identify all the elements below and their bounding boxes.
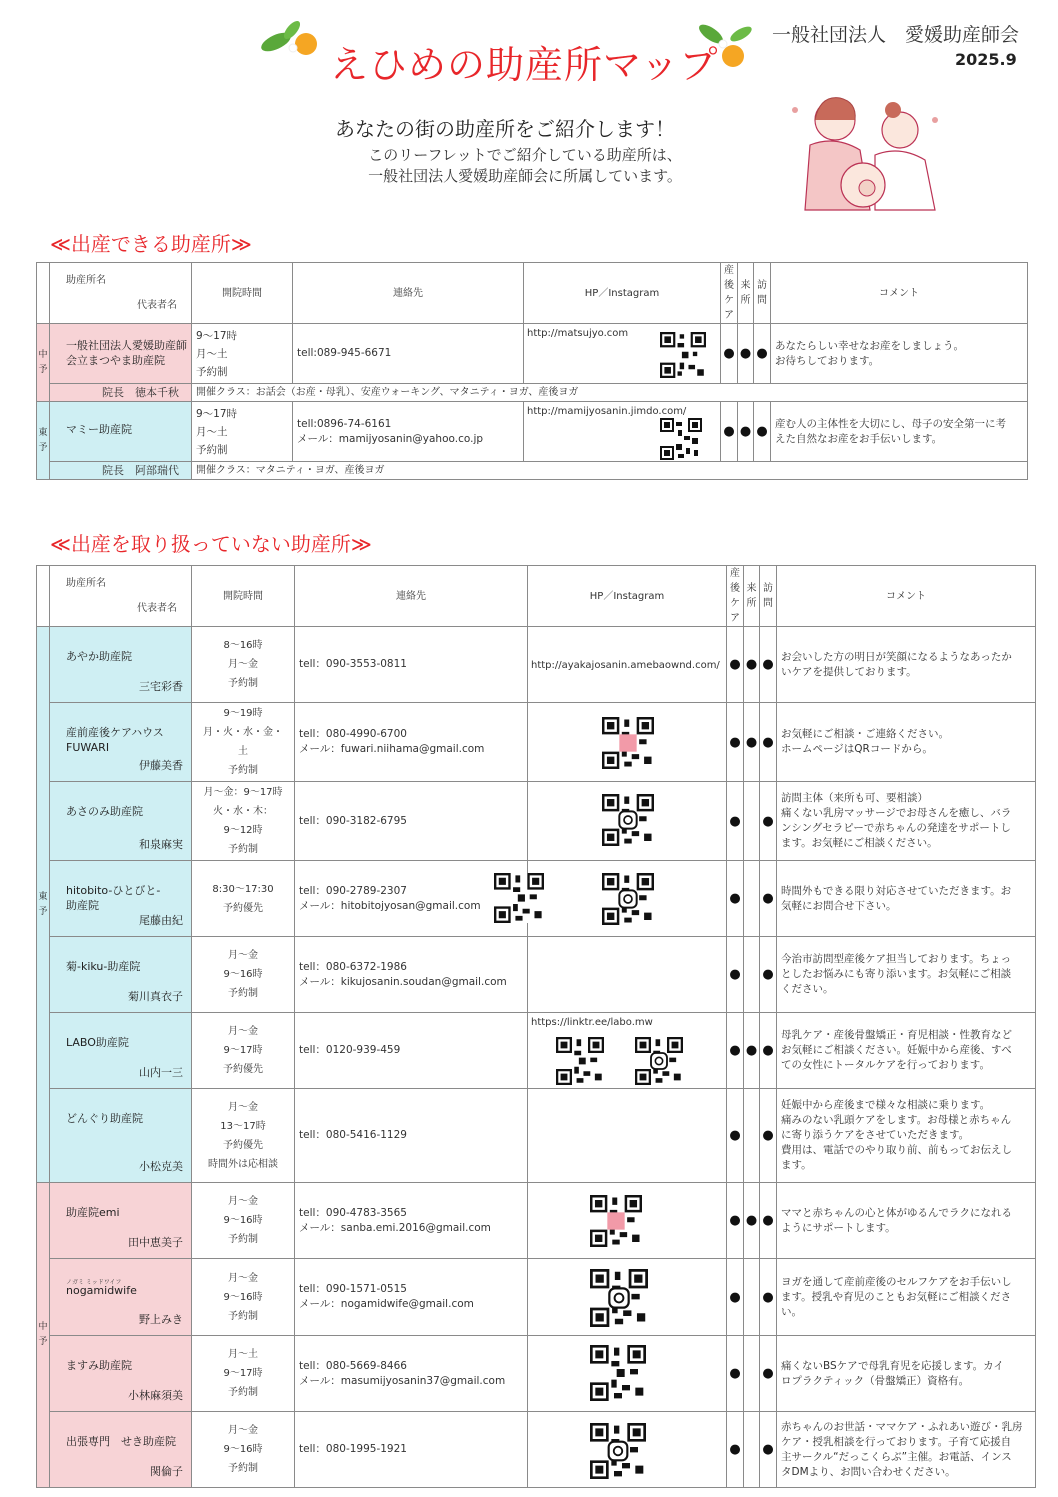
midwife-name: nogamidwife bbox=[66, 1284, 137, 1297]
visit-in-mark bbox=[744, 1259, 760, 1336]
comment: 母乳ケア・産後骨盤矯正・育児相談・性教育など お気軽にご相談ください。妊娠中から産後、すべ ての女性にトータルケアを行っております。 bbox=[777, 1013, 1036, 1089]
contact: tell：080-1995-1921 bbox=[295, 1412, 528, 1488]
visit-out-mark: ● bbox=[760, 627, 777, 703]
visit-in-mark bbox=[744, 1412, 760, 1488]
representative: 小松克美 bbox=[139, 1160, 183, 1173]
visit-in-mark bbox=[744, 782, 760, 861]
hp-cell bbox=[528, 861, 727, 937]
visit-in-mark bbox=[744, 1089, 760, 1183]
hours: 月～金 13～17時 予約優先 時間外は応相談 bbox=[192, 1089, 295, 1183]
table-row bbox=[37, 1336, 1036, 1412]
comment: お気軽にご相談・ご連絡ください。 ホームページはQRコードから。 bbox=[777, 703, 1036, 782]
table-header bbox=[37, 263, 1028, 324]
midwife-name-cell bbox=[50, 937, 192, 1013]
region-label: 東 予 bbox=[37, 627, 50, 1183]
table-row bbox=[37, 703, 1036, 782]
header-comment: コメント bbox=[771, 263, 1028, 324]
comment: 赤ちゃんのお世話・ママケア・ふれあい遊び・乳房 ケア・授乳相談を行っております。子育て応援自 主サークル“だっこくらぶ”主催。お電話、インス タDMより、お問い合わせください。 bbox=[777, 1412, 1036, 1488]
class-row bbox=[37, 462, 1028, 480]
comment: お会いした方の明日が笑顔になるようなあったか いケアを提供しております。 bbox=[777, 627, 1036, 703]
care-mark: ● bbox=[727, 703, 744, 782]
comment: 痛くないBSケアで母乳育児を応援します。カイ ロプラクティック（骨盤矯正）資格有。 bbox=[777, 1336, 1036, 1412]
visit-out-mark: ● bbox=[760, 861, 777, 937]
organization-name: 一般社団法人 愛媛助産師会 bbox=[772, 24, 1020, 46]
visit-out-mark: ● bbox=[760, 703, 777, 782]
visit-in-mark: ● bbox=[744, 627, 760, 703]
hours: 9～19時 月・火・水・金・ 土 予約制 bbox=[192, 703, 295, 782]
header-hours: 開院時間 bbox=[192, 263, 293, 324]
hp-cell bbox=[524, 324, 721, 384]
midwife-name: あさのみ助産院 bbox=[66, 805, 143, 818]
hp-cell bbox=[528, 782, 727, 861]
qr-code-icon[interactable] bbox=[602, 794, 654, 846]
hours: 月～金 9～16時 予約制 bbox=[192, 1412, 295, 1488]
table-row bbox=[37, 782, 1036, 861]
hp-link[interactable]: https://linktr.ee/labo.mw bbox=[531, 1017, 653, 1028]
qr-code-icon[interactable] bbox=[634, 1037, 684, 1085]
hp-cell bbox=[528, 1089, 727, 1183]
contact: tell:089-945-6671 bbox=[293, 324, 524, 384]
hp-cell bbox=[528, 1259, 727, 1336]
contact: tell：0120-939-459 bbox=[295, 1013, 528, 1089]
midwife-name-cell bbox=[50, 1089, 192, 1183]
table-row bbox=[37, 627, 1036, 703]
visit-out-mark: ● bbox=[760, 1013, 777, 1089]
hp-cell bbox=[528, 703, 727, 782]
comment: 今治市訪問型産後ケア担当しております。ちょっ としたお悩みにも寄り添います。お気軽にご相談 ください。 bbox=[777, 937, 1036, 1013]
header-care: 産 後 ケ ア bbox=[727, 566, 744, 627]
care-mark: ● bbox=[727, 782, 744, 861]
visit-out-mark: ● bbox=[760, 1089, 777, 1183]
qr-code-icon[interactable] bbox=[590, 1344, 646, 1402]
visit-in-mark bbox=[744, 1336, 760, 1412]
hp-cell bbox=[528, 1183, 727, 1259]
hours: 9～17時 月～土 予約制 bbox=[192, 324, 293, 384]
classes: 開催クラス：お話会（お産・母乳）、安産ウォーキング、マタニティ・ヨガ、産後ヨガ bbox=[192, 384, 1028, 402]
midwife-name-cell bbox=[50, 1013, 192, 1089]
qr-code-icon[interactable] bbox=[660, 332, 706, 378]
hours: 月～金 9～17時 予約優先 bbox=[192, 1013, 295, 1089]
hp-cell bbox=[528, 1336, 727, 1412]
midwife-name: どんぐり助産院 bbox=[66, 1112, 143, 1125]
midwife-name: マミー助産院 bbox=[66, 423, 132, 436]
birth-midwife-table bbox=[36, 262, 1028, 480]
comment: ヨガを通して産前産後のセルフケアをお手伝いし ます。授乳や育児のこともお気軽にご相談くださ い。 bbox=[777, 1259, 1036, 1336]
qr-code-icon[interactable] bbox=[660, 418, 702, 460]
hours: 月～金：9～17時 火・水・木： 9～12時 予約制 bbox=[192, 782, 295, 861]
table-row bbox=[37, 324, 1028, 384]
qr-code-icon[interactable] bbox=[602, 873, 654, 925]
midwife-name: hitobito-ひとびと- 助産院 bbox=[66, 884, 161, 912]
visit-in-mark: ● bbox=[744, 703, 760, 782]
care-mark: ● bbox=[727, 1412, 744, 1488]
table-row bbox=[37, 1089, 1036, 1183]
comment: 妊娠中から産後まで様々な相談に乗ります。 痛みのない乳頭ケアをします。お母様と赤ちゃん に寄り添うケアをさせていただきます。 費用は、電話でのやり取り前、前もってお伝えし ます。 bbox=[777, 1089, 1036, 1183]
representative: 菊川真衣子 bbox=[128, 990, 183, 1003]
comment: ママと赤ちゃんの心と体がゆるんでラクになれる ようにサポートします。 bbox=[777, 1183, 1036, 1259]
representative: 院長 阿部瑞代 bbox=[102, 464, 179, 477]
visit-out-mark: ● bbox=[760, 1336, 777, 1412]
region-label: 東 予 bbox=[37, 402, 50, 480]
care-mark: ● bbox=[727, 627, 744, 703]
hp-link[interactable]: http://mamijyosanin.jimdo.com/ bbox=[527, 406, 687, 417]
representative: 尾藤由紀 bbox=[139, 914, 183, 927]
visit-out-mark: ● bbox=[760, 782, 777, 861]
header-care: 産 後 ケ ア bbox=[721, 263, 738, 324]
midwife-name: 産前産後ケアハウス FUWARI bbox=[66, 726, 164, 754]
header-visit-in: 来 所 bbox=[744, 566, 760, 627]
intro-heading: あなたの街の助産所をご紹介します！ bbox=[335, 117, 675, 141]
representative: 山内一三 bbox=[139, 1066, 183, 1079]
classes: 開催クラス：マタニティ・ヨガ、産後ヨガ bbox=[192, 462, 1028, 480]
care-mark: ● bbox=[721, 402, 738, 462]
table-row bbox=[37, 1259, 1036, 1336]
visit-in-mark: ● bbox=[738, 402, 754, 462]
contact: tell：090-2789-2307 メール：hitobitojyosan@gmail.com bbox=[295, 861, 528, 937]
intro-text: このリーフレットでご紹介している助産所は、 一般社団法人愛媛助産師会に所属しています。 bbox=[368, 146, 682, 185]
hp-cell bbox=[524, 402, 721, 462]
hours: 月～土 9～17時 予約制 bbox=[192, 1336, 295, 1412]
hours: 月～金 9～16時 予約制 bbox=[192, 1183, 295, 1259]
table-row bbox=[37, 861, 1036, 937]
care-mark: ● bbox=[721, 324, 738, 384]
contact: tell:0896-74-6161 メール：mamijyosanin@yahoo.co.jp bbox=[293, 402, 524, 462]
contact: tell：080-6372-1986 メール：kikujosanin.soudan@gmail.com bbox=[295, 937, 528, 1013]
midwife-name: ますみ助産院 bbox=[66, 1359, 132, 1372]
midwife-name-cell bbox=[50, 402, 192, 462]
representative-cell bbox=[50, 462, 192, 480]
midwife-name: 出張専門 せき助産院 bbox=[66, 1435, 176, 1448]
header-hp: HP／Instagram bbox=[528, 566, 727, 627]
visit-out-mark: ● bbox=[760, 1183, 777, 1259]
contact: tell：090-3182-6795 bbox=[295, 782, 528, 861]
header-hours: 開院時間 bbox=[192, 566, 295, 627]
midwife-name-cell bbox=[50, 1412, 192, 1488]
qr-code-icon[interactable] bbox=[590, 1422, 646, 1480]
representative: 田中恵美子 bbox=[128, 1236, 183, 1249]
midwife-name-cell bbox=[50, 782, 192, 861]
table-row bbox=[37, 1183, 1036, 1259]
visit-in-mark: ● bbox=[738, 324, 754, 384]
hours: 月～金 9～16時 予約制 bbox=[192, 937, 295, 1013]
hours: 9～17時 月～土 予約制 bbox=[192, 402, 293, 462]
hp-link[interactable]: http://matsujyo.com bbox=[527, 328, 629, 339]
midwife-illustration-icon bbox=[775, 90, 950, 220]
representative: 院長 徳本千秋 bbox=[102, 386, 179, 399]
care-mark: ● bbox=[727, 861, 744, 937]
header-region bbox=[37, 263, 50, 324]
comment: 産む人の主体性を大切にし、母子の安全第一に考 えた自然なお産をお手伝いします。 bbox=[771, 402, 1028, 462]
contact: tell：090-4783-3565 メール：sanba.emi.2016@gmail.com bbox=[295, 1183, 528, 1259]
hours: 8～16時 月～金 予約制 bbox=[192, 627, 295, 703]
section-nonbirth-title: ≪出産を取り扱っていない助産所≫ bbox=[50, 532, 372, 556]
non-birth-midwife-table bbox=[36, 565, 1036, 1488]
midwife-name-cell bbox=[50, 1336, 192, 1412]
visit-out-mark: ● bbox=[760, 937, 777, 1013]
header-region bbox=[37, 566, 50, 627]
care-mark: ● bbox=[727, 1259, 744, 1336]
qr-code-icon[interactable] bbox=[590, 1269, 648, 1327]
table-header bbox=[37, 566, 1036, 627]
header-visit-out: 訪 問 bbox=[754, 263, 771, 324]
hours: 月～金 9～16時 予約制 bbox=[192, 1259, 295, 1336]
region-label: 中 予 bbox=[37, 1183, 50, 1488]
qr-code-icon[interactable] bbox=[602, 717, 654, 769]
qr-code-icon[interactable] bbox=[556, 1037, 604, 1085]
visit-in-mark bbox=[744, 861, 760, 937]
class-row bbox=[37, 384, 1028, 402]
comment: 訪問主体（来所も可、要相談） 痛くない乳房マッサージでお母さんを癒し、バラ ンシングセラピーで赤ちゃんの発達をサポートし ます。お気軽にご相談ください。 bbox=[777, 782, 1036, 861]
visit-in-mark: ● bbox=[744, 1183, 760, 1259]
table-row bbox=[37, 937, 1036, 1013]
header-contact: 連絡先 bbox=[293, 263, 524, 324]
region-label: 中 予 bbox=[37, 324, 50, 402]
header-contact: 連絡先 bbox=[295, 566, 528, 627]
care-mark: ● bbox=[727, 937, 744, 1013]
midwife-name-cell bbox=[50, 324, 192, 384]
representative: 野上みき bbox=[139, 1313, 183, 1326]
hp-cell bbox=[528, 1412, 727, 1488]
midwife-name: あやか助産院 bbox=[66, 650, 132, 663]
qr-code-icon[interactable] bbox=[590, 1193, 642, 1249]
contact: tell：090-3553-0811 bbox=[295, 627, 528, 703]
qr-code-icon[interactable] bbox=[494, 873, 544, 923]
header-hp: HP／Instagram bbox=[524, 263, 721, 324]
table-row bbox=[37, 402, 1028, 462]
comment: 時間外もできる限り対応させていただきます。お 気軽にお問合せ下さい。 bbox=[777, 861, 1036, 937]
visit-in-mark bbox=[744, 937, 760, 1013]
name-ruby: ノガミ ミッドワイフ bbox=[66, 1279, 122, 1286]
contact: tell：080-4990-6700 メール：fuwari.niihama@gmail.com bbox=[295, 703, 528, 782]
contact: tell：090-1571-0515 メール：nogamidwife@gmail.com bbox=[295, 1259, 528, 1336]
midwife-name-cell bbox=[50, 861, 192, 937]
midwife-name-cell bbox=[50, 1259, 192, 1336]
contact: tell：080-5669-8466 メール：masumijyosanin37@gmail.com bbox=[295, 1336, 528, 1412]
midwife-name: 一般社団法人愛媛助産師 会立まつやま助産院 bbox=[66, 339, 187, 367]
header-visit-out: 訪 問 bbox=[760, 566, 777, 627]
visit-out-mark: ● bbox=[754, 402, 771, 462]
citrus-leaf-icon bbox=[258, 18, 322, 62]
visit-in-mark: ● bbox=[744, 1013, 760, 1089]
header-comment: コメント bbox=[777, 566, 1036, 627]
visit-out-mark: ● bbox=[760, 1259, 777, 1336]
representative: 伊藤美香 bbox=[139, 759, 183, 772]
table-row bbox=[37, 1412, 1036, 1488]
visit-out-mark: ● bbox=[760, 1412, 777, 1488]
representative: 小林麻須美 bbox=[128, 1389, 183, 1402]
page-title: えひめの助産所マップ bbox=[330, 43, 719, 87]
publish-date: 2025.9 bbox=[955, 50, 1017, 69]
midwife-name-cell bbox=[50, 703, 192, 782]
visit-out-mark: ● bbox=[754, 324, 771, 384]
hp-cell bbox=[528, 937, 727, 1013]
care-mark: ● bbox=[727, 1183, 744, 1259]
care-mark: ● bbox=[727, 1089, 744, 1183]
header-name: 助産所名 代表者名 bbox=[50, 263, 192, 324]
midwife-name-cell bbox=[50, 627, 192, 703]
header-visit-in: 来 所 bbox=[738, 263, 754, 324]
hp-cell bbox=[528, 627, 727, 703]
table-row bbox=[37, 1013, 1036, 1089]
hp-link[interactable]: http://ayakajosanin.amebaownd.com/ bbox=[531, 659, 720, 671]
representative: 関倫子 bbox=[150, 1465, 183, 1478]
representative: 三宅彩香 bbox=[139, 680, 183, 693]
midwife-name-cell bbox=[50, 1183, 192, 1259]
comment: あなたらしい幸せなお産をしましょう。 お待ちしております。 bbox=[771, 324, 1028, 384]
care-mark: ● bbox=[727, 1336, 744, 1412]
representative: 和泉麻実 bbox=[139, 838, 183, 851]
midwife-name: 助産院emi bbox=[66, 1206, 120, 1219]
midwife-name: 菊-kiku-助産院 bbox=[66, 960, 141, 973]
hp-cell bbox=[528, 1013, 727, 1089]
contact: tell：080-5416-1129 bbox=[295, 1089, 528, 1183]
midwife-name: LABO助産院 bbox=[66, 1036, 129, 1049]
representative-cell bbox=[50, 384, 192, 402]
care-mark: ● bbox=[727, 1013, 744, 1089]
section-birth-title: ≪出産できる助産所≫ bbox=[50, 232, 252, 256]
header-name: 助産所名 代表者名 bbox=[50, 566, 192, 627]
hours: 8:30～17:30 予約優先 bbox=[192, 861, 295, 937]
